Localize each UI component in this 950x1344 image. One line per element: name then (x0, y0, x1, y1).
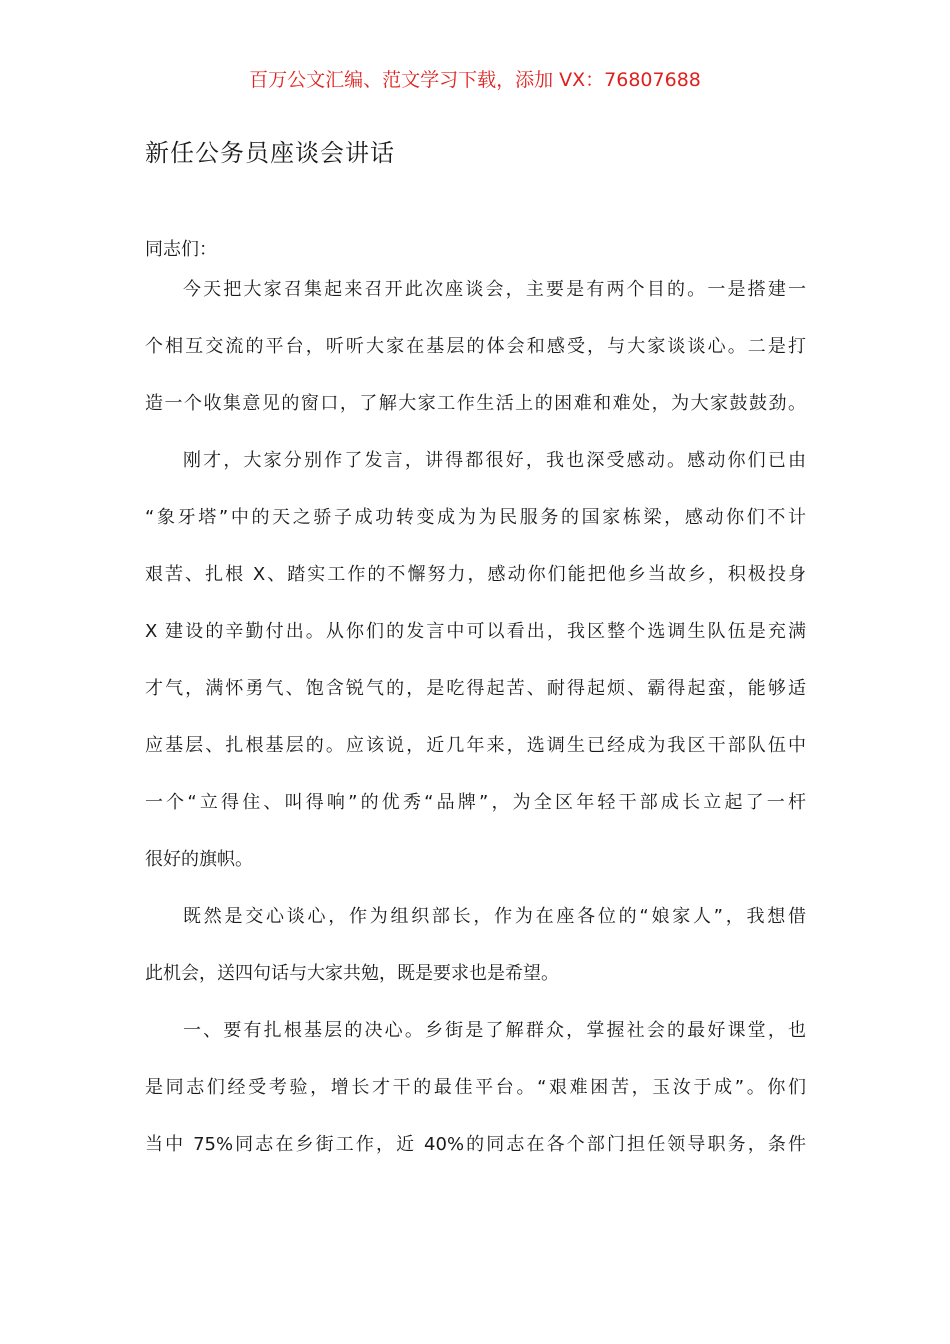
text-line: 一个“立得住、叫得响”的优秀“品牌”，为全区年轻干部成长立起了一杆 (145, 792, 806, 813)
text-line: 是同志们经受考验，增长才干的最佳平台。“艰难困苦，玉汝于成”。你们 (145, 1077, 806, 1098)
text-line: 今天把大家召集起来召开此次座谈会，主要是有两个目的。一是搭建一 (183, 279, 806, 300)
document-body (145, 236, 806, 1188)
text-line: X 建设的辛勤付出。从你们的发言中可以看出，我区整个选调生队伍是充满 (145, 621, 806, 642)
text-line: 很好的旗帜。 (145, 849, 253, 870)
text-line: 既然是交心谈心，作为组织部长，作为在座各位的“娘家人”，我想借 (183, 906, 806, 927)
paragraph-3 (145, 903, 806, 988)
watermark-banner: 百万公文汇编、范文学习下载，添加 VX：76807688 (249, 69, 701, 91)
text-line: 造一个收集意见的窗口，了解大家工作生活上的困难和难处，为大家鼓鼓劲。 (145, 393, 806, 414)
text-line: 刚才，大家分别作了发言，讲得都很好，我也深受感动。感动你们已由 (183, 450, 806, 471)
paragraph-2 (145, 447, 806, 874)
salutation: 同志们： (145, 239, 217, 260)
text-line: 艰苦、扎根 X、踏实工作的不懈努力，感动你们能把他乡当故乡，积极投身 (145, 564, 806, 585)
text-line: 此机会，送四句话与大家共勉，既是要求也是希望。 (145, 963, 559, 984)
paragraph-1 (145, 276, 806, 418)
text-line: 才气，满怀勇气、饱含锐气的，是吃得起苦、耐得起烦、霸得起蛮，能够适 (145, 678, 806, 699)
text-line: 个相互交流的平台，听听大家在基层的体会和感受，与大家谈谈心。二是打 (145, 336, 806, 357)
text-line: “象牙塔”中的天之骄子成功转变成为为民服务的国家栋梁，感动你们不计 (145, 507, 806, 528)
paragraph-4 (145, 1017, 806, 1159)
text-line: 一、要有扎根基层的决心。乡街是了解群众，掌握社会的最好课堂，也 (183, 1020, 806, 1041)
document-title: 新任公务员座谈会讲话 (145, 139, 395, 167)
text-line: 当中 75%同志在乡街工作，近 40%的同志在各个部门担任领导职务，条件 (145, 1134, 806, 1155)
text-line: 应基层、扎根基层的。应该说，近几年来，选调生已经成为我区干部队伍中 (145, 735, 806, 756)
